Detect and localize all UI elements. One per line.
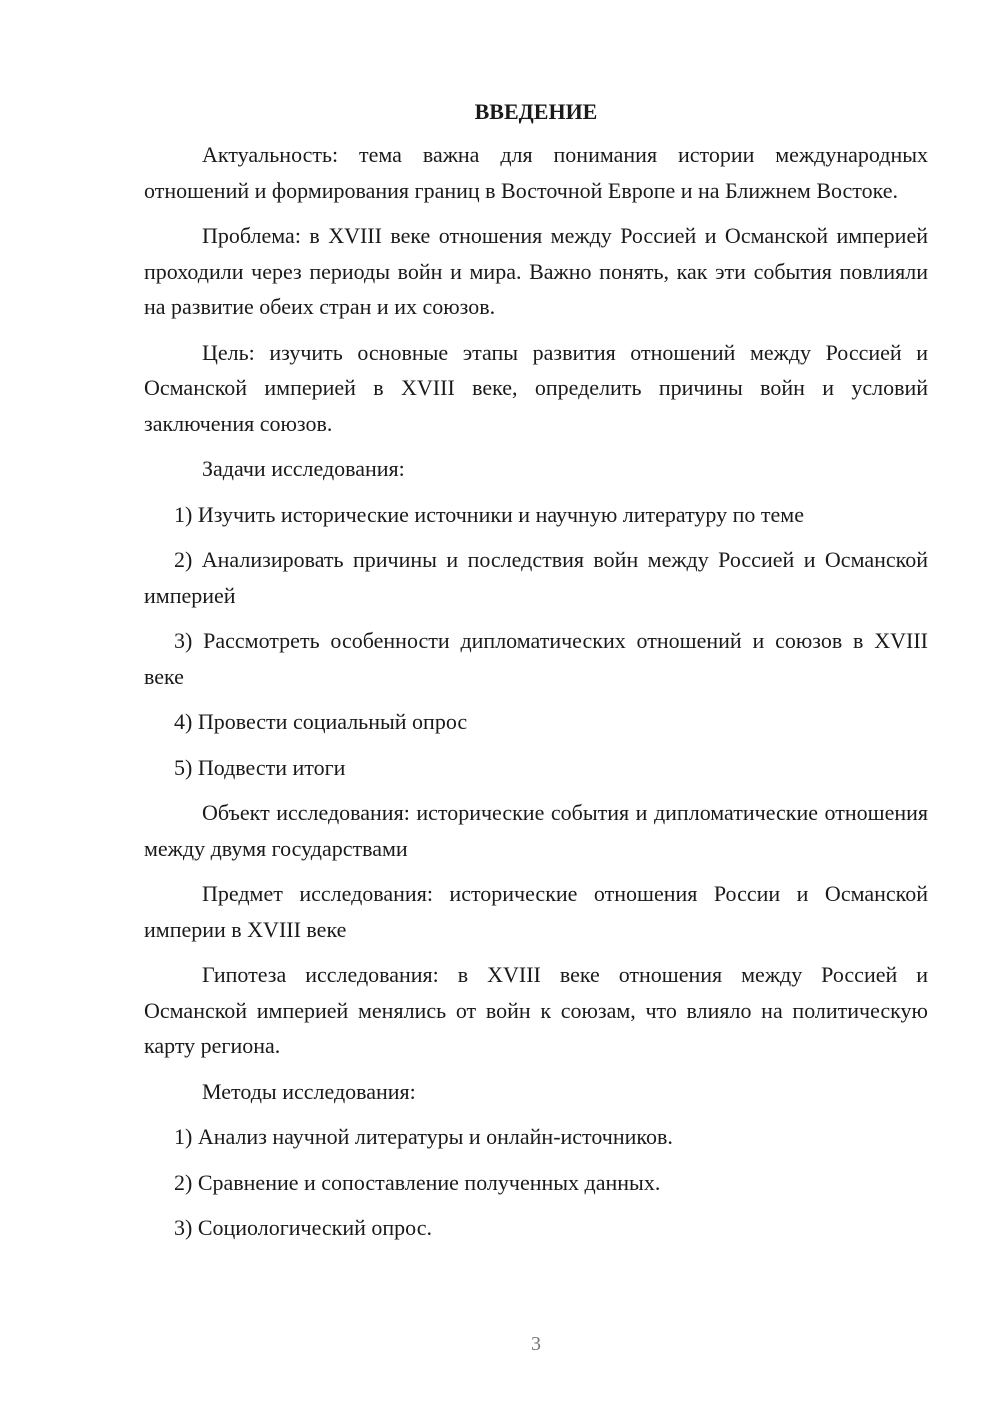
page-heading: ВВЕДЕНИЕ xyxy=(474,99,598,124)
tasks-title: Задачи исследования: xyxy=(202,456,405,481)
task-item-5: 5) Подвести итоги xyxy=(174,754,346,780)
task-item-1: 1) Изучить исторические источники и научную литературу по теме xyxy=(174,501,804,527)
page-number: 3 xyxy=(531,1333,541,1355)
object-paragraph: Объект исследования: исторические события и дипломатические отношения между двумя государствами xyxy=(144,800,928,861)
method-item-3: 3) Социологический опрос. xyxy=(174,1215,432,1240)
subject-paragraph: Предмет исследования: исторические отношения России и Османской империи в XVIII веке xyxy=(144,881,928,942)
method-item-2: 2) Сравнение и сопоставление полученных данных. xyxy=(174,1169,661,1195)
document-page xyxy=(144,95,928,1256)
method-item-1: 1) Анализ научной литературы и онлайн-источников. xyxy=(174,1124,673,1149)
problem-paragraph: Проблема: в XVIII веке отношения между Россией и Османской империей проходили через периоды войн и мира. Важно понять, как эти события повлияли на развитие обеих стран и их союзов. xyxy=(144,223,928,319)
task-item-4: 4) Провести социальный опрос xyxy=(174,709,468,734)
task-item-2: 2) Анализировать причины и последствия войн между Россией и Османской империей xyxy=(144,547,928,608)
relevance-paragraph: Актуальность: тема важна для понимания истории международных отношений и формирования границ в Восточной Европе и на Ближнем Востоке. xyxy=(144,142,928,203)
hypothesis-paragraph: Гипотеза исследования: в XVIII веке отношения между Россией и Османской империей менялись от войн к союзам, что влияло на политическую карту региона. xyxy=(144,962,928,1058)
goal-paragraph: Цель: изучить основные этапы развития отношений между Россией и Османской империей в XVIII веке, определить причины войн и условий заключения союзов. xyxy=(144,339,928,436)
task-item-3: 3) Рассмотреть особенности дипломатических отношений и союзов в XVIII веке xyxy=(144,628,928,689)
methods-title: Методы исследования: xyxy=(202,1078,416,1104)
